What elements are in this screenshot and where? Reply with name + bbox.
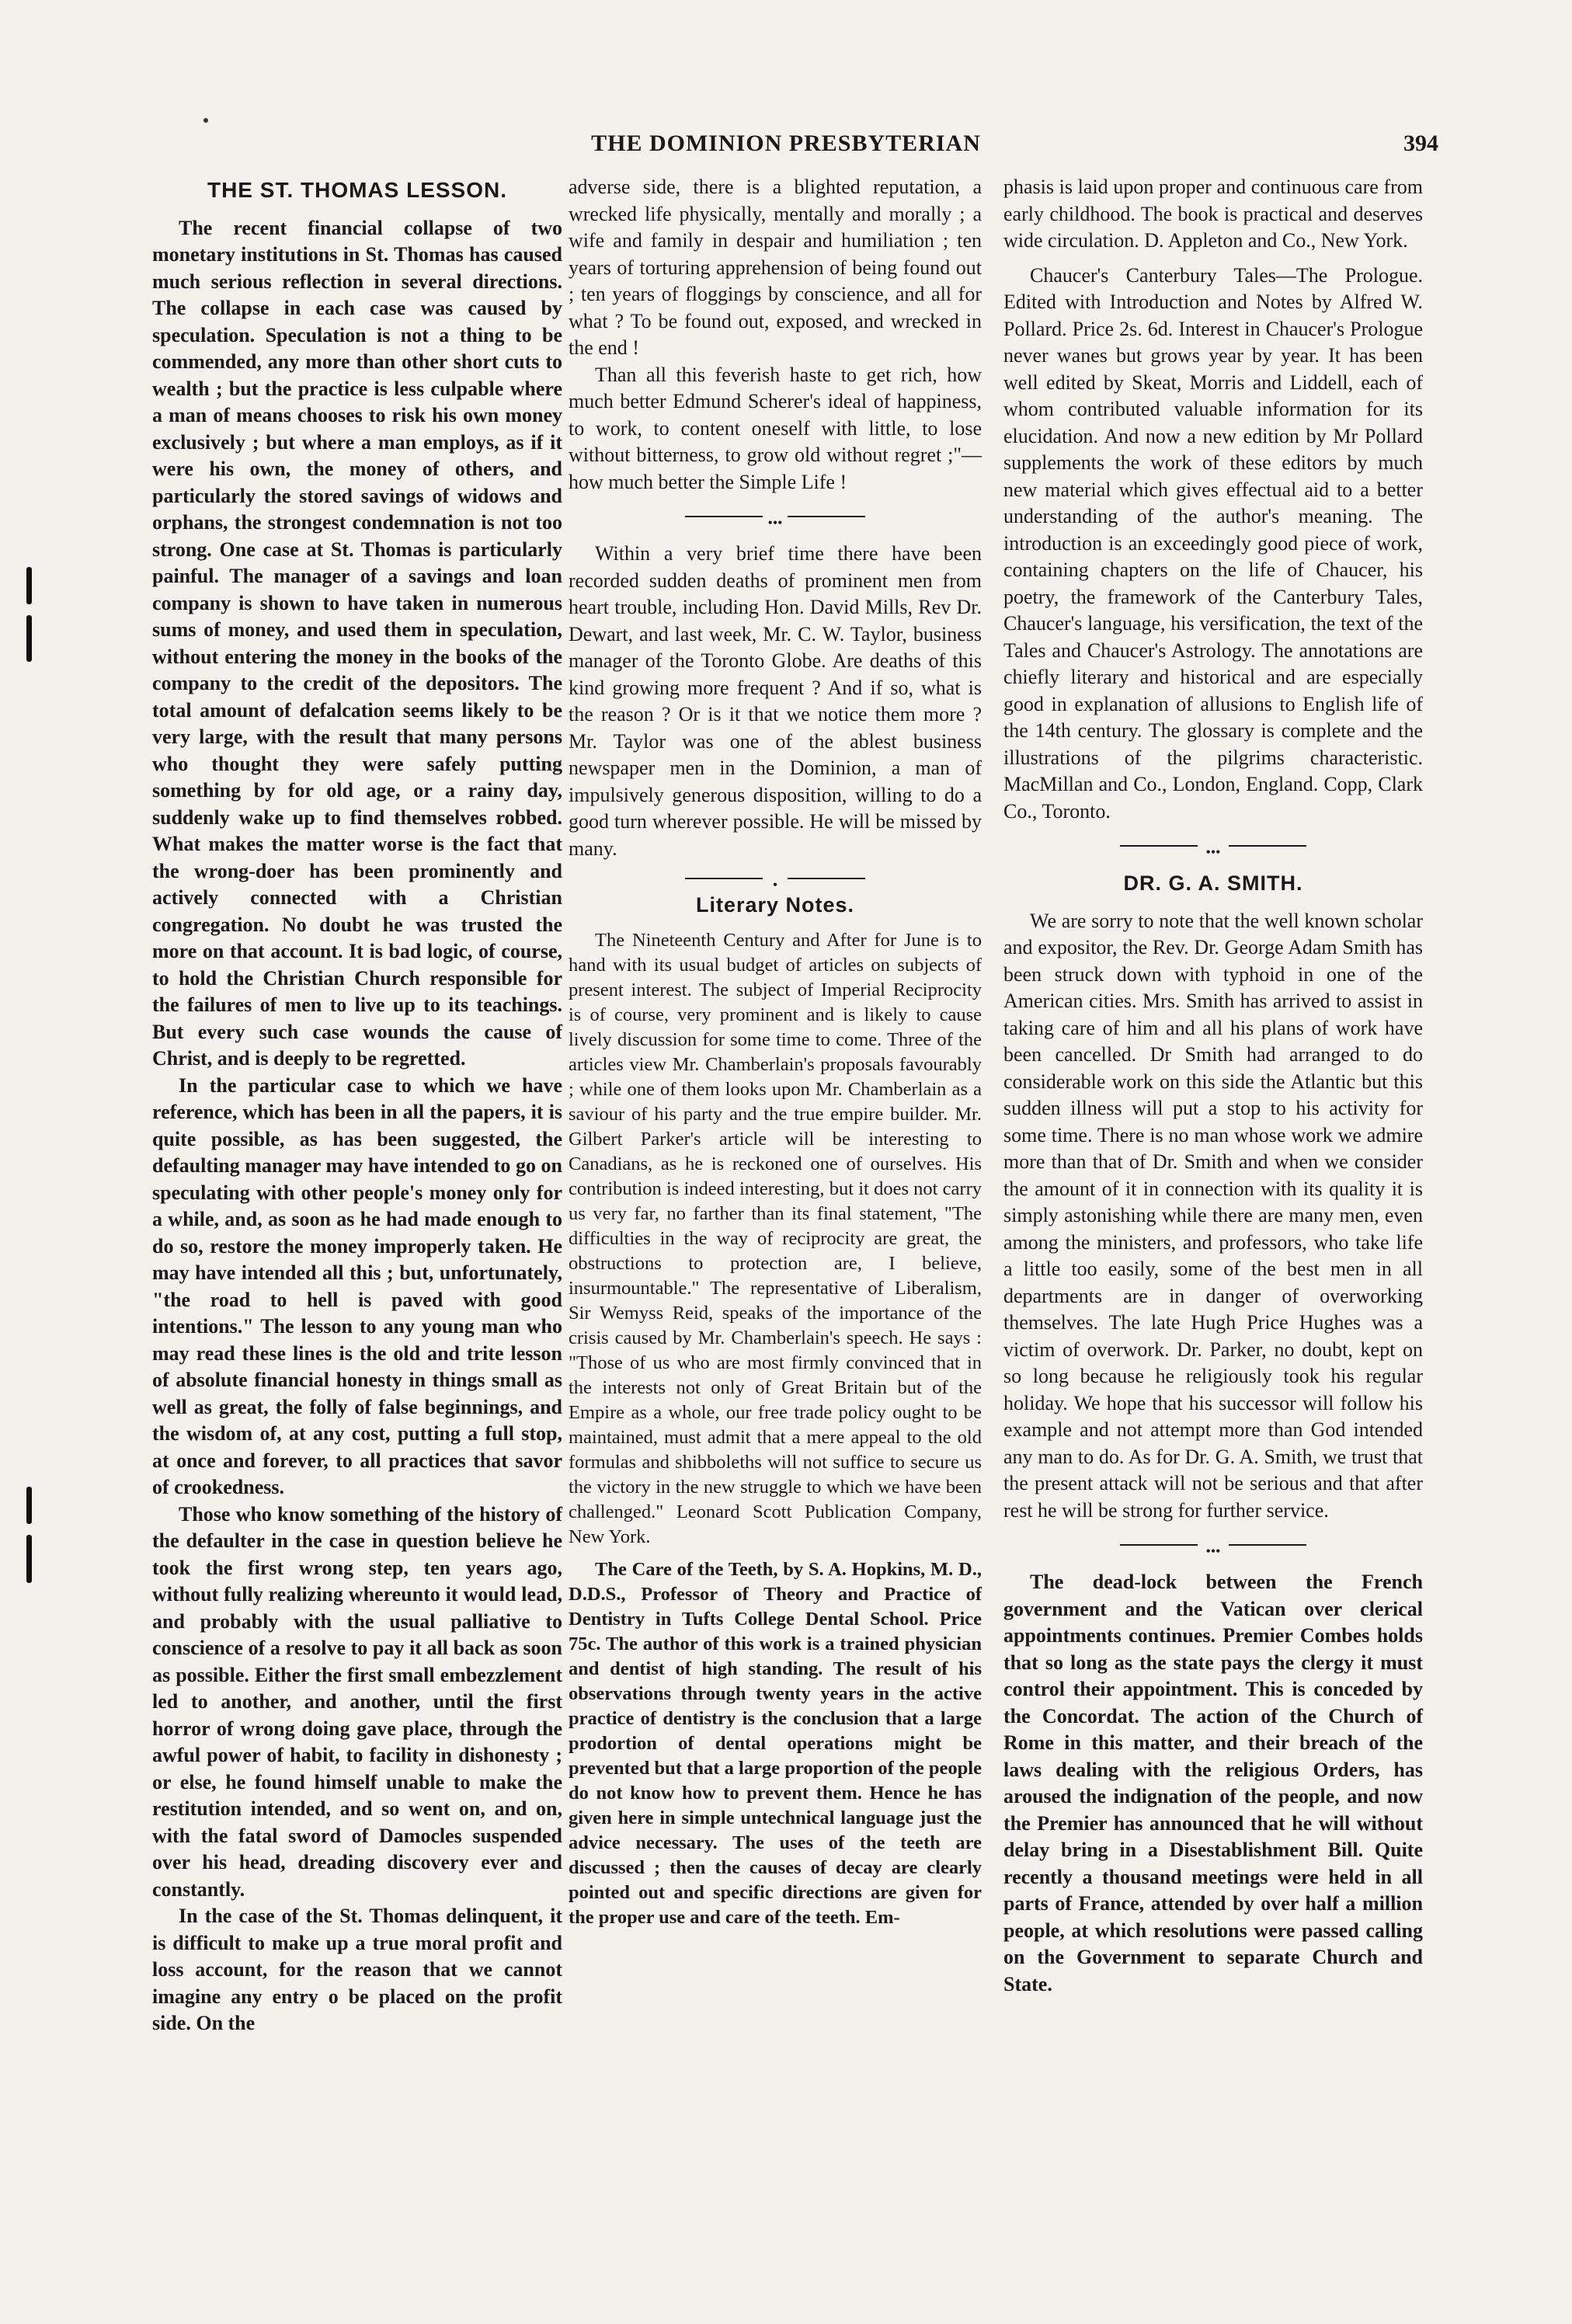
section-divider <box>1003 839 1423 860</box>
article-paragraph: Chaucer's Canterbury Tales—The Prologue. Edited with Introduction and Notes by Alfred W. Pollard. Price 2s. 6d. Interest in Chaucer's Prologue never wanes but grows year by year. It has been well edited by Skeat, Morris and Liddell, each of whom contributed valuable information for its elucidation. And now a new edition by Mr Pollard supplements the work of these editors by much new material which gives effectual aid to a better understanding of the author's meaning. The introduction is an exceedingly good piece of work, containing chapters on the life of Chaucer, his poetry, the framework of the Canterbury Tales, Chaucer's language, his versification, the text of the Tales and Chaucer's Astrology. The annotations are chiefly literary and historical and are especially good in explanation of allusions to English life of the 14th century. The glossary is complete and the illustrations of the pilgrims characteristic. MacMillan and Co., London, England. Copp, Clark Co., Toronto. <box>1003 263 1423 823</box>
divider-line <box>1229 1544 1306 1546</box>
divider-line <box>1120 845 1198 847</box>
article-paragraph: Within a very brief time there have been recorded sudden deaths of prominent men from heart trouble, including Hon. David Mills, Rev Dr. Dewart, and last week, Mr. C. W. Taylor, business manager of the Toronto Globe. Are deaths of this kind growing more frequent ? And if so, what is the reason ? Or is it that we notice them more ? Mr. Taylor was one of the ablest business newspaper men in the Dominion, a man of impulsively generous disposition, willing to do a good turn wherever possible. He will be missed by many. <box>569 542 982 860</box>
margin-mark-bottom <box>26 1487 32 1524</box>
article-paragraph: Than all this feverish haste to get rich, how much better Edmund Scherer's ideal of happiness, to work, to content oneself with little, to lose without bitterness, to grow old without regret ;"—how much better the Simple Life ! <box>569 363 982 493</box>
section-heading-literary-notes: Literary Notes. <box>695 893 855 917</box>
divider-line <box>1120 1544 1198 1546</box>
publication-title: THE DOMINION PRESBYTERIAN <box>591 130 981 156</box>
article-paragraph: In the particular case to which we have reference, which has been in all the papers, it is quite possible, as has been suggested, the defaulting manager may have intended to go on speculating with other people's money only for a while, and, as soon as he had made enough to do so, restore the money improperly taken. He may have intended all this ; but, unfortunately, "the road to hell is paved with good intentions." The lesson to any young man who may read these lines is the old and trite lesson of absolute financial honesty in things small as well as great, the folly of false beginnings, and the wisdom of, at any cost, putting a full stop, at once and forever, to all practices that savor of crookedness. <box>152 1073 562 1498</box>
margin-mark-bottom-lower <box>26 1535 32 1583</box>
column-1 <box>152 174 562 2037</box>
masthead <box>0 130 1572 162</box>
divider-ornament-icon: ••• <box>1205 1543 1221 1559</box>
section-divider <box>1003 1538 1423 1559</box>
divider-line <box>685 516 763 517</box>
article-heading-dr-smith: DR. G. A. SMITH. <box>1123 872 1303 895</box>
margin-mark-top <box>26 567 32 604</box>
article-paragraph: The Nineteenth Century and After for June is to hand with its usual budget of articles on subjects of present interest. The subject of Imperial Reciprocity is of course, very prominent and is likely to cause lively discussion for some time to come. Three of the articles view Mr. Chamberlain's proposals favourably ; while one of them looks upon Mr. Chamberlain as a saviour of his party and the true empire builder. Mr. Gilbert Parker's article will be interesting to Canadians, as he is reckoned one of ourselves. His contribution is indeed interesting, but it does not carry us very far, no farther than its final statement, "The difficulties in the way of reciprocity are great, the obstructions to protection are, I believe, insurmountable." The representative of Liberalism, Sir Wemyss Reid, speaks of the importance of the crisis caused by Mr. Chamberlain's speech. He says : "Those of us who are most firmly convinced that in the interests not only of Great Britain but of the Empire as a whole, our free trade policy ought to be maintained, must admit that a mere appeal to the old formulas and shibboleths will not suffice to secure us the victory in the new struggle to which we have been challenged." Leonard Scott Publication Company, New York. <box>569 929 982 1547</box>
divider-ornament-icon: ••• <box>767 515 783 531</box>
divider-line <box>788 878 865 879</box>
article-paragraph: Those who know something of the history of the defaulter in the case in question believe he took the first wrong step, ten years ago, without fully realizing whereunto it would lead, and probably with the usual palliative to conscience of a resolve to pay it all back as soon as possible. Either the first small embezzlement led to another, and another, until the first horror of wrong doing gave place, through the awful power of habit, to facility in dishonesty ; or else, he found himself unable to make the restitution intended, and so went on, and on, with the fatal sword of Damocles suspended over his head, dreading discovery ever and constantly. <box>152 1502 562 1901</box>
divider-ornament-icon: • <box>772 877 778 892</box>
divider-line <box>685 878 763 879</box>
literary-notes-body <box>569 928 982 1930</box>
article-paragraph: We are sorry to note that the well known scholar and expositor, the Rev. Dr. George Adam Smith has been struck down with typhoid in one of the American cities. Mrs. Smith has arrived to assist in taking care of him and all his plans of work have been cancelled. Dr Smith had arranged to do considerable work on this side the Atlantic but this sudden illness will put a stop to his activity for some time. There is no man whose work we admire more than that of Dr. Smith and when we consider the amount of it in connection with its quality it is simply astonishing while there are many men, even among the ministers, and professors, who take life a little too easily, some of the best men in all departments are in danger of overworking themselves. The late Hugh Price Hughes was a victim of overwork. Dr. Parker, no doubt, kept on so long because he religiously took his regular holiday. We hope that his successor will follow his example and not attempt more than God intended any man to do. As for Dr. G. A. Smith, we trust that the present attack will not be serious and that after rest he will be strong for further service. <box>1003 909 1423 1522</box>
column-3 <box>1003 174 1423 1998</box>
article-paragraph: In the case of the St. Thomas delinquent, it is difficult to make up a true moral profit and loss account, for the reason that we cannot imagine any entry o be placed on the profit side. On the <box>152 1905 562 2034</box>
divider-line <box>788 516 865 517</box>
section-divider <box>569 872 982 892</box>
section-divider <box>569 510 982 531</box>
divider-ornament-icon: ••• <box>1205 844 1221 860</box>
article-continuation: adverse side, there is a blighted reputation, a wrecked life physically, mentally and morally ; a wife and family in despair and humiliation ; ten years of torturing apprehension of being found out ; ten years of floggings by conscience, and all for what ? To be found out, exposed, and wrecked in the end ! <box>569 176 982 359</box>
article-continuation: phasis is laid upon proper and continuous care from early childhood. The book is practical and deserves wide circulation. D. Appleton and Co., New York. <box>1003 176 1423 252</box>
page-number: 394 <box>1403 130 1438 156</box>
margin-mark-top-lower <box>26 615 32 662</box>
column-2 <box>569 174 982 1930</box>
article-heading-st-thomas: THE ST. THOMAS LESSON. <box>207 178 508 202</box>
article-paragraph: The Care of the Teeth, by S. A. Hopkins, M. D., D.D.S., Professor of Theory and Practice of Dentistry in Tufts College Dental School. Price 75c. The author of this work is a trained physician and dentist of high standing. The result of his observations through twenty years in the active practice of dentistry is the conclusion that a large prodortion of dental operations might be prevented but that a large proportion of the people do not know how to prevent them. Hence he has given here in simple untechnical language just the advice necessary. The uses of the teeth are discussed ; then the causes of decay are clearly pointed out and specific directions are given for the proper use and care of the teeth. Em- <box>569 1558 982 1928</box>
article-paragraph: The dead-lock between the French government and the Vatican over clerical appointments continues. Premier Combes holds that so long as the state pays the clergy it must control their appointment. This is conceded by the Concordat. The action of the Church of Rome in this matter, and their breach of the laws dealing with the religious Orders, has aroused the indignation of the people, and now the Premier has announced that he will without delay bring in a Disestablishment Bill. Quite recently a thousand meetings were held in all parts of France, attended by over half a million people, at which resolutions were passed calling on the Government to separate Church and State. <box>1003 1571 1423 1995</box>
article-paragraph: The recent financial collapse of two monetary institutions in St. Thomas has caused much serious reflection in several directions. The collapse in each case was caused by speculation. Speculation is not a thing to be commended, any more than other short cuts to wealth ; but the practice is less culpable where a man of means chooses to risk his own money exclusively ; but where a man employs, as if it were his own, the money of others, and particularly the stored savings of widows and orphans, the strongest condemnation is not too strong. One case at St. Thomas is particularly painful. The manager of a savings and loan company is shown to have taken in numerous sums of money, and used them in speculation, without entering the money in the books of the company to the credit of the depositors. The total amount of defalcation seems likely to be very large, with the result that many persons who thought they were safely putting something by for old age, or a rainy day, suddenly wake up to find themselves robbed. What makes the matter worse is the fact that the wrong-doer has been prominently and actively connected with a Christian congregation. No doubt he was trusted the more on that account. It is bad logic, of course, to hold the Christian Church responsible for the failures of men to live up to its teachings. But every such case wounds the cause of Christ, and is deeply to be regretted. <box>152 216 562 1070</box>
divider-line <box>1229 845 1306 847</box>
speck-mark <box>203 118 208 123</box>
